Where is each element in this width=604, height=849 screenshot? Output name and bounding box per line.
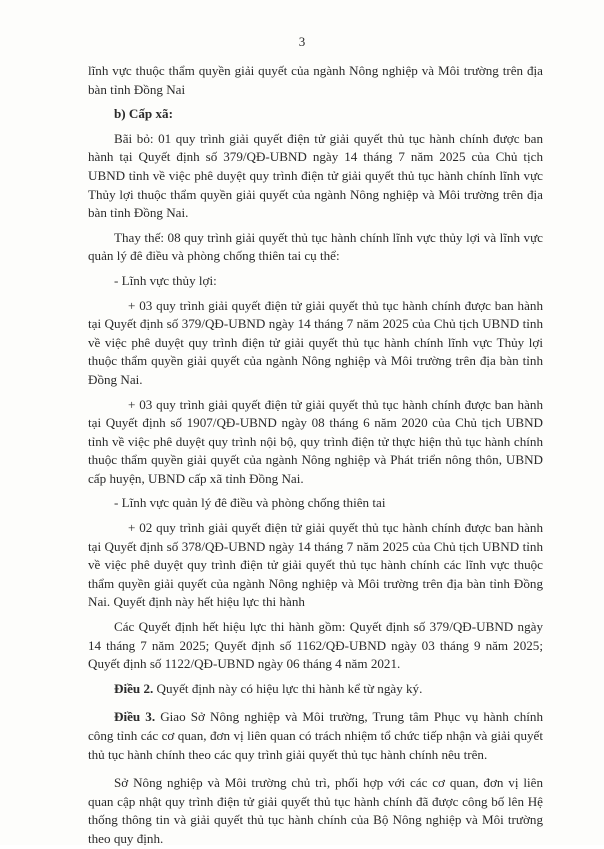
article-2-label: Điều 2. — [114, 680, 154, 696]
field-irrigation-heading: - Lĩnh vực thủy lợi: — [114, 272, 217, 288]
expired-decisions-paragraph: Các Quyết định hết hiệu lực thi hành gồm: Quyết định số 379/QĐ-UBND ngày 14 tháng 7 năm 2025; Quyết định số 1162/QĐ-UBND ngày 03 tháng 9 năm 2025; Quyết định số 1122/QĐ-UBND ngày 06 tháng 4 năm 2021. — [88, 619, 543, 672]
article-3 — [88, 708, 543, 764]
section-b-heading: b) Cấp xã: — [114, 106, 173, 122]
article-2 — [88, 680, 543, 699]
replace-paragraph: Thay thế: 08 quy trình giải quyết thủ tục hành chính lĩnh vực thủy lợi và lĩnh vực quản lý đê điều và phòng chống thiên tai cụ thể: — [88, 229, 543, 264]
repeal-paragraph: Bãi bỏ: 01 quy trình giải quyết điện tử giải quyết thủ tục hành chính được ban hành tại Quyết định số 379/QĐ-UBND ngày 14 tháng 7 năm 2025 của Chủ tịch UBND tỉnh về việc phê duyệt quy trình điện tử giải quyết thủ tục hành chính lĩnh vực Thủy lợi thuộc thẩm quyền giải quyết của ngành Nông nghiệp và Môi trường trên địa bàn tỉnh Đồng Nai. — [88, 130, 543, 221]
dyke-item-1: + 02 quy trình giải quyết điện tử giải quyết thủ tục hành chính được ban hành tại Quyết định số 378/QĐ-UBND ngày 14 tháng 7 năm 2025 của Chủ tịch UBND tỉnh về việc phê duyệt quy trình điện tử giải quyết thủ tục hành chính các lĩnh vực thuộc thẩm quyền giải quyết của ngành Nông nghiệp và Môi trường trên địa bàn tỉnh Đồng Nai. Quyết định này hết hiệu lực thi hành — [88, 520, 543, 610]
article-3-label: Điều 3. — [114, 709, 156, 725]
irrigation-item-2: + 03 quy trình giải quyết điện tử giải quyết thủ tục hành chính được ban hành tại Quyết định số 1907/QĐ-UBND ngày 08 tháng 6 năm 2020 của Chủ tịch UBND tỉnh về việc phê duyệt quy trình nội bộ, quy trình điện tử thực hiện thủ tục hành chính thuộc thẩm quyền giải quyết của ngành Nông nghiệp và Phát triển nông thôn, UBND cấp huyện, UBND cấp xã tỉnh Đồng Nai. — [88, 396, 543, 486]
irrigation-item-1: + 03 quy trình giải quyết điện tử giải quyết thủ tục hành chính được ban hành tại Quyết định số 379/QĐ-UBND ngày 14 tháng 7 năm 2025 của Chủ tịch UBND tỉnh về việc phê duyệt quy trình điện tử giải quyết thủ tục hành chính lĩnh vực Thủy lợi thuộc thẩm quyền giải quyết của ngành Nông nghiệp và Môi trường trên địa bàn tỉnh Đồng Nai. — [88, 297, 543, 387]
final-paragraph: Sở Nông nghiệp và Môi trường chủ trì, phối hợp với các cơ quan, đơn vị liên quan cập nhật quy trình điện tử giải quyết thủ tục hành chính đã được công bố lên Hệ thống thông tin và giải quyết thủ tục hành chính của Bộ Nông nghiệp và Môi trường theo quy định. — [88, 775, 543, 846]
article-3-text: Giao Sở Nông nghiệp và Môi trường, Trung tâm Phục vụ hành chính công tỉnh các cơ quan, đơn vị liên quan có trách nhiệm tổ chức tiếp nhận và giải quyết thủ tục hành chính theo các quy trình giải quyết thủ tục hành chính nêu trên. — [88, 709, 544, 762]
intro-paragraph: lĩnh vực thuộc thẩm quyền giải quyết của ngành Nông nghiệp và Môi trường trên địa bàn tỉnh Đồng Nai — [88, 63, 543, 97]
page-number: 3 — [298, 34, 306, 49]
field-dyke-heading: - Lĩnh vực quản lý đê điều và phòng chống thiên tai — [114, 495, 386, 511]
document-body — [88, 62, 543, 849]
article-2-text: Quyết định này có hiệu lực thi hành kể từ ngày ký. — [153, 680, 423, 696]
